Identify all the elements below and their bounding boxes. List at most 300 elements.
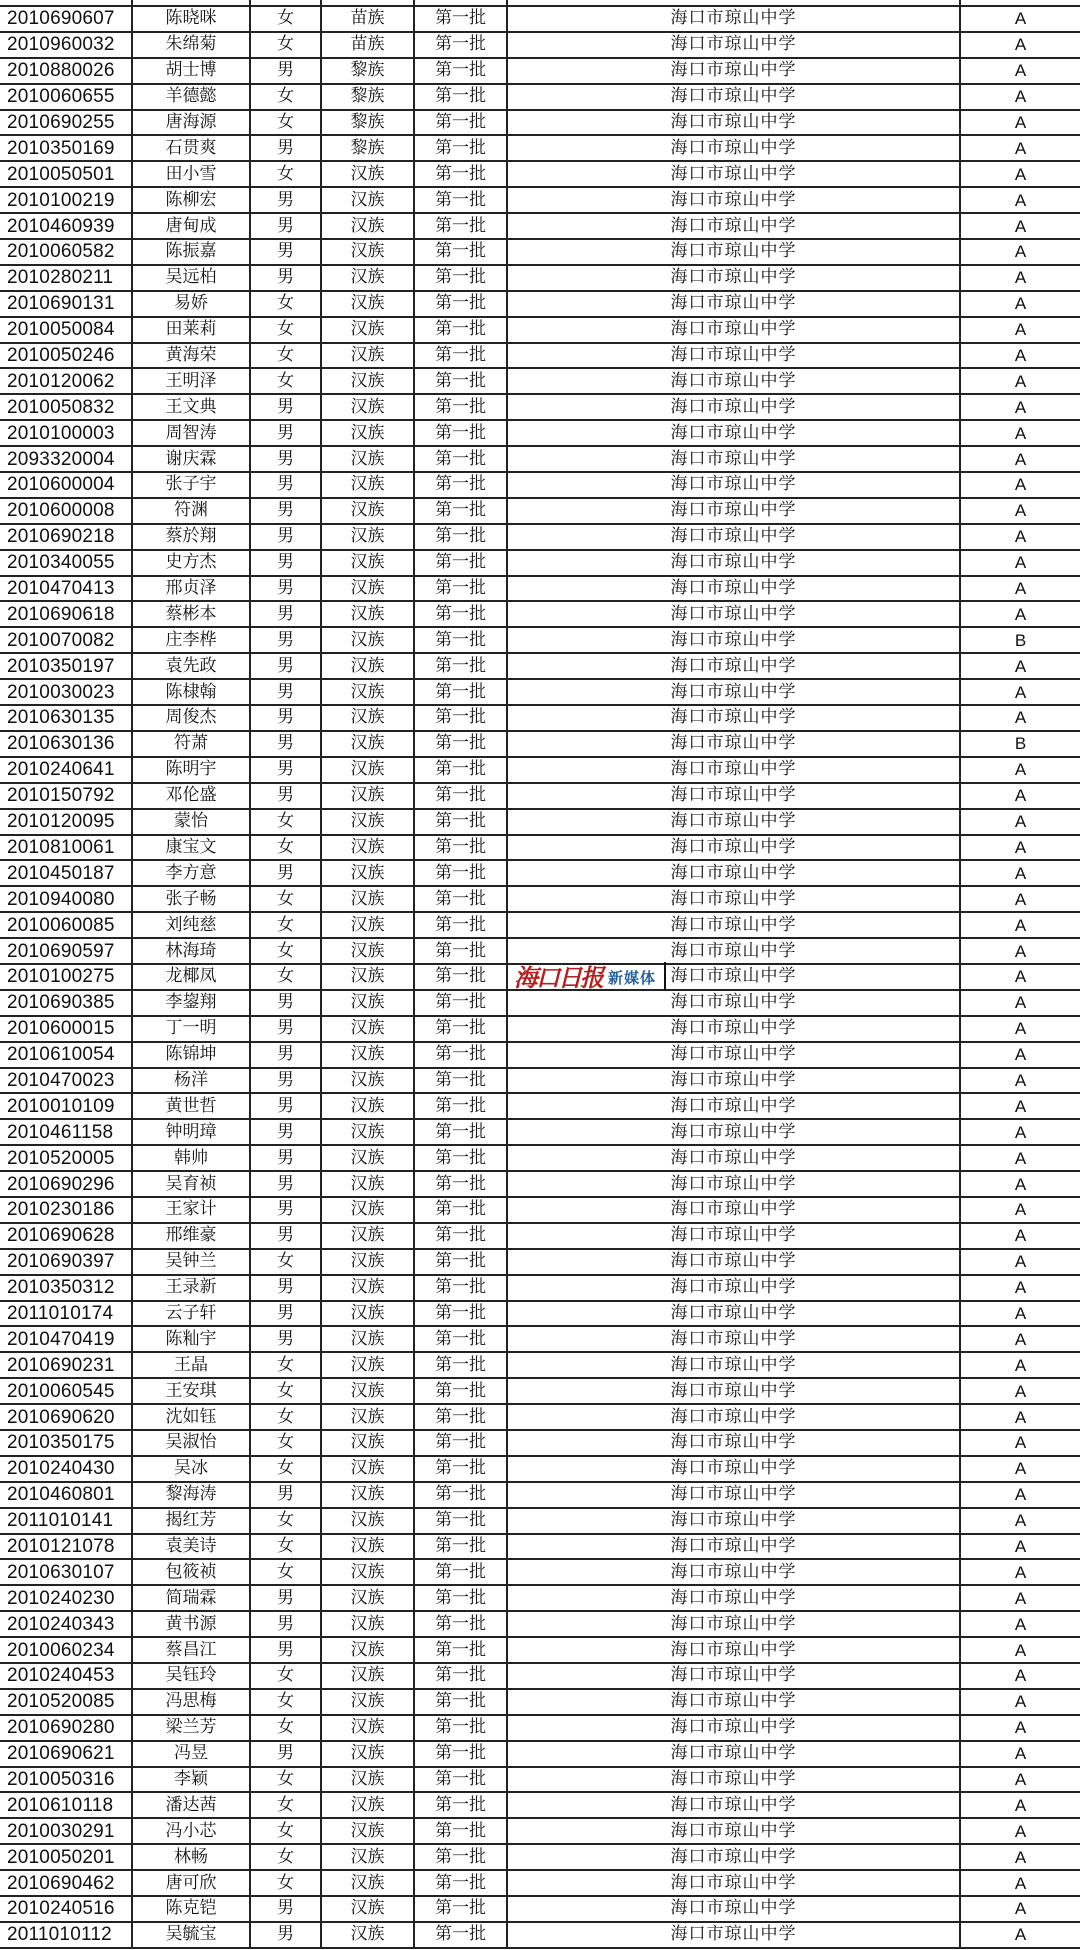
gender-cell: 女 [251,369,322,393]
table-row [0,1535,1080,1561]
table-row [0,1120,1080,1146]
ethnicity-cell: 汉族 [322,1405,415,1429]
table-row [0,577,1080,603]
name-cell: 陈柳宏 [133,188,251,212]
name-cell: 丁一明 [133,1017,251,1041]
batch-cell: 第一批 [415,1069,508,1093]
table-row [0,266,1080,292]
grade-cell: A [1014,346,1027,366]
grade-cell: A [1014,1692,1027,1712]
watermark [514,963,657,992]
name-cell: 冯昱 [133,1742,251,1766]
school-cell: 海口市琼山中学 [508,1276,961,1300]
school-cell: 海口市琼山中学 [508,965,961,989]
batch-cell: 第一批 [415,1172,508,1196]
table-row [0,1353,1080,1379]
batch-cell: 第一批 [415,861,508,885]
table-row [0,499,1080,525]
id-cell: 2010880026 [0,59,133,83]
grade-cell: A [1014,837,1027,857]
id-cell: 2010600004 [0,473,133,497]
table-row [0,706,1080,732]
batch-cell: 第一批 [415,1586,508,1610]
gender-cell: 女 [251,1457,322,1481]
grade-cell: A [1014,1148,1027,1168]
batch-cell: 第一批 [415,1043,508,1067]
batch-cell: 第一批 [415,1405,508,1429]
id-cell: 2010240230 [0,1586,133,1610]
gender-cell: 女 [251,836,322,860]
batch-cell: 第一批 [415,706,508,730]
school-cell: 海口市琼山中学 [508,1457,961,1481]
school-cell: 海口市琼山中学 [508,33,961,57]
ethnicity-cell: 汉族 [322,318,415,342]
gender-cell: 男 [251,266,322,290]
grade-cell: A [1014,579,1027,599]
name-cell: 吴钟兰 [133,1250,251,1274]
ethnicity-cell: 汉族 [322,654,415,678]
ethnicity-cell: 汉族 [322,1094,415,1118]
name-cell: 刘纯慈 [133,913,251,937]
ethnicity-cell: 汉族 [322,913,415,937]
school-cell: 海口市琼山中学 [508,7,961,31]
name-cell: 唐甸成 [133,214,251,238]
id-cell: 2010690131 [0,292,133,316]
school-cell: 海口市琼山中学 [508,1094,961,1118]
id-cell: 2010600008 [0,499,133,523]
table-row [0,136,1080,162]
table-row [0,1198,1080,1224]
school-cell: 海口市琼山中学 [508,602,961,626]
school-cell: 海口市琼山中学 [508,732,961,756]
id-cell: 2010060582 [0,240,133,264]
school-cell: 海口市琼山中学 [508,1120,961,1144]
school-cell: 海口市琼山中学 [508,758,961,782]
id-cell: 2010690397 [0,1250,133,1274]
batch-cell: 第一批 [415,499,508,523]
table-row [0,395,1080,421]
id-cell: 2010460939 [0,214,133,238]
table-row [0,1638,1080,1664]
id-cell: 2010100219 [0,188,133,212]
school-cell: 海口市琼山中学 [508,318,961,342]
table-row [0,861,1080,887]
name-cell: 邢维豪 [133,1224,251,1248]
gender-cell: 男 [251,1043,322,1067]
gender-cell: 男 [251,1146,322,1170]
batch-cell: 第一批 [415,1302,508,1326]
name-cell: 石贯爽 [133,136,251,160]
name-cell: 王文典 [133,395,251,419]
table-row [0,1871,1080,1897]
grade-cell: A [1014,1303,1027,1323]
id-cell: 2093320004 [0,447,133,471]
gender-cell: 女 [251,344,322,368]
school-cell: 海口市琼山中学 [508,991,961,1015]
grade-cell: A [1014,1770,1027,1789]
gender-cell: 男 [251,758,322,782]
batch-cell: 第一批 [415,369,508,393]
ethnicity-cell: 汉族 [322,939,415,963]
grade-cell: A [1014,1536,1027,1556]
school-cell: 海口市琼山中学 [508,1483,961,1507]
table-row [0,1405,1080,1431]
name-cell: 李颖 [133,1768,251,1792]
newspaper-logo: 海口日报 [514,963,602,992]
name-cell: 袁先政 [133,654,251,678]
gender-cell: 女 [251,1845,322,1869]
gender-cell: 男 [251,551,322,575]
batch-cell: 第一批 [415,1431,508,1455]
school-cell: 海口市琼山中学 [508,1405,961,1429]
name-cell: 李鋆翔 [133,991,251,1015]
ethnicity-cell: 汉族 [322,1793,415,1817]
ethnicity-cell: 汉族 [322,1871,415,1895]
ethnicity-cell: 汉族 [322,628,415,652]
school-cell: 海口市琼山中学 [508,59,961,83]
school-cell: 海口市琼山中学 [508,266,961,290]
ethnicity-cell: 汉族 [322,1742,415,1766]
school-cell: 海口市琼山中学 [508,1638,961,1662]
gender-cell: 男 [251,1094,322,1118]
batch-cell: 第一批 [415,1871,508,1895]
batch-cell: 第一批 [415,1483,508,1507]
school-cell: 海口市琼山中学 [508,913,961,937]
id-cell: 2010120095 [0,810,133,834]
school-cell: 海口市琼山中学 [508,551,961,575]
name-cell: 陈锦坤 [133,1043,251,1067]
gender-cell: 男 [251,991,322,1015]
gender-cell: 女 [251,318,322,342]
id-cell: 2010690385 [0,991,133,1015]
id-cell: 2010240453 [0,1664,133,1688]
grade-cell: A [1014,190,1027,210]
grade-cell: A [1014,1355,1027,1375]
gender-cell: 男 [251,1483,322,1507]
table-row [0,318,1080,344]
id-cell: 2010940080 [0,887,133,911]
batch-cell: 第一批 [415,1716,508,1740]
table-row [0,188,1080,214]
school-cell: 海口市琼山中学 [508,1716,961,1740]
gender-cell: 女 [251,1793,322,1817]
id-cell: 2010230186 [0,1198,133,1222]
table-row [0,1819,1080,1845]
id-cell: 2010690255 [0,111,133,135]
name-cell: 康宝文 [133,836,251,860]
batch-cell: 第一批 [415,1120,508,1144]
gender-cell: 男 [251,59,322,83]
batch-cell: 第一批 [415,188,508,212]
id-cell: 2011010174 [0,1302,133,1326]
gender-cell: 女 [251,1431,322,1455]
batch-cell: 第一批 [415,318,508,342]
name-cell: 易娇 [133,292,251,316]
name-cell: 史方杰 [133,551,251,575]
batch-cell: 第一批 [415,1560,508,1584]
name-cell: 吴育祯 [133,1172,251,1196]
school-cell: 海口市琼山中学 [508,473,961,497]
table-row [0,939,1080,965]
id-cell: 2010240516 [0,1897,133,1921]
ethnicity-cell: 汉族 [322,1043,415,1067]
school-cell: 海口市琼山中学 [508,1017,961,1041]
watermark-label: 新媒体 [608,968,657,987]
school-cell: 海口市琼山中学 [508,395,961,419]
ethnicity-cell: 汉族 [322,1431,415,1455]
id-cell: 2010810061 [0,836,133,860]
ethnicity-cell: 汉族 [322,706,415,730]
gender-cell: 男 [251,473,322,497]
school-cell: 海口市琼山中学 [508,680,961,704]
gender-cell: 男 [251,1017,322,1041]
table-row [0,758,1080,784]
gender-cell: 女 [251,292,322,316]
grade-cell: A [1014,449,1027,469]
id-cell: 2010060085 [0,913,133,937]
name-cell: 田小雪 [133,162,251,186]
school-cell: 海口市琼山中学 [508,1431,961,1455]
name-cell: 陈晓咪 [133,7,251,31]
gender-cell: 男 [251,861,322,885]
id-cell: 2010690607 [0,7,133,31]
gender-cell: 男 [251,706,322,730]
grade-cell: A [1014,656,1027,676]
school-cell: 海口市琼山中学 [508,628,961,652]
table-row [0,991,1080,1017]
gender-cell: 女 [251,33,322,57]
batch-cell: 第一批 [415,551,508,575]
table-row [0,1509,1080,1535]
id-cell: 2010060655 [0,85,133,109]
table-row [0,344,1080,370]
table-row [0,810,1080,836]
name-cell: 包筱祯 [133,1560,251,1584]
school-cell: 海口市琼山中学 [508,1664,961,1688]
table-row [0,1897,1080,1923]
gender-cell: 女 [251,1353,322,1377]
id-cell: 2010050501 [0,162,133,186]
id-cell: 2010610118 [0,1793,133,1817]
gender-cell: 女 [251,1716,322,1740]
name-cell: 张子畅 [133,887,251,911]
school-cell: 海口市琼山中学 [508,1819,961,1843]
school-cell: 海口市琼山中学 [508,162,961,186]
id-cell: 2010120062 [0,369,133,393]
table-row [0,836,1080,862]
batch-cell: 第一批 [415,577,508,601]
id-cell: 2010520085 [0,1690,133,1714]
gender-cell: 女 [251,913,322,937]
table-row [0,447,1080,473]
batch-cell: 第一批 [415,1768,508,1792]
gender-cell: 女 [251,1509,322,1533]
ethnicity-cell: 汉族 [322,162,415,186]
grade-cell: A [1014,1614,1027,1634]
table-top-edge [0,0,1080,7]
grade-cell: A [1014,294,1027,314]
batch-cell: 第一批 [415,784,508,808]
id-cell: 2010240343 [0,1612,133,1636]
gender-cell: 男 [251,680,322,704]
batch-cell: 第一批 [415,1638,508,1662]
gender-cell: 男 [251,732,322,756]
grade-cell: B [1014,630,1027,650]
id-cell: 2010630136 [0,732,133,756]
gender-cell: 男 [251,577,322,601]
name-cell: 潘达茜 [133,1793,251,1817]
batch-cell: 第一批 [415,1612,508,1636]
school-cell: 海口市琼山中学 [508,344,961,368]
school-cell: 海口市琼山中学 [508,1509,961,1533]
school-cell: 海口市琼山中学 [508,810,961,834]
table-row [0,1094,1080,1120]
gender-cell: 男 [251,1327,322,1351]
ethnicity-cell: 汉族 [322,1819,415,1843]
ethnicity-cell: 汉族 [322,1716,415,1740]
ethnicity-cell: 汉族 [322,577,415,601]
id-cell: 2010690621 [0,1742,133,1766]
grade-cell: A [1014,423,1027,443]
name-cell: 龙椰凤 [133,965,251,989]
ethnicity-cell: 汉族 [322,1457,415,1481]
table-row [0,369,1080,395]
school-cell: 海口市琼山中学 [508,1897,961,1921]
school-cell: 海口市琼山中学 [508,1353,961,1377]
ethnicity-cell: 汉族 [322,1638,415,1662]
grade-cell: A [1014,35,1027,55]
grade-cell: A [1014,1096,1027,1116]
gender-cell: 男 [251,1742,322,1766]
ethnicity-cell: 汉族 [322,188,415,212]
id-cell: 2010240430 [0,1457,133,1481]
name-cell: 黄海荣 [133,344,251,368]
batch-cell: 第一批 [415,136,508,160]
batch-cell: 第一批 [415,1094,508,1118]
grade-cell: A [1014,371,1027,391]
ethnicity-cell: 汉族 [322,810,415,834]
gender-cell: 男 [251,1069,322,1093]
batch-cell: 第一批 [415,1457,508,1481]
ethnicity-cell: 汉族 [322,1120,415,1144]
ethnicity-cell: 汉族 [322,1224,415,1248]
school-cell: 海口市琼山中学 [508,85,961,109]
grade-cell: A [1014,1200,1027,1220]
table-row [0,1923,1080,1949]
ethnicity-cell: 汉族 [322,680,415,704]
name-cell: 陈棣翰 [133,680,251,704]
name-cell: 吴冰 [133,1457,251,1481]
school-cell: 海口市琼山中学 [508,1742,961,1766]
school-cell: 海口市琼山中学 [508,525,961,549]
gender-cell: 男 [251,525,322,549]
id-cell: 2010280211 [0,266,133,290]
id-cell: 2010690618 [0,602,133,626]
id-cell: 2010350169 [0,136,133,160]
batch-cell: 第一批 [415,654,508,678]
gender-cell: 男 [251,784,322,808]
ethnicity-cell: 苗族 [322,7,415,31]
grade-cell: A [1014,967,1027,987]
grade-cell: A [1014,1459,1027,1479]
name-cell: 简瑞霖 [133,1586,251,1610]
school-cell: 海口市琼山中学 [508,1768,961,1792]
batch-cell: 第一批 [415,1897,508,1921]
gender-cell: 男 [251,499,322,523]
name-cell: 林畅 [133,1845,251,1869]
grade-cell: A [1014,1511,1027,1531]
name-cell: 王晶 [133,1353,251,1377]
school-cell: 海口市琼山中学 [508,706,961,730]
id-cell: 2010630107 [0,1560,133,1584]
table-row [0,1069,1080,1095]
table-row [0,473,1080,499]
batch-cell: 第一批 [415,758,508,782]
id-cell: 2010690620 [0,1405,133,1429]
grade-cell: A [1014,1873,1027,1893]
grade-cell: B [1014,734,1027,754]
name-cell: 王明泽 [133,369,251,393]
batch-cell: 第一批 [415,939,508,963]
id-cell: 2010340055 [0,551,133,575]
batch-cell: 第一批 [415,395,508,419]
school-cell: 海口市琼山中学 [508,861,961,885]
ethnicity-cell: 汉族 [322,965,415,989]
ethnicity-cell: 汉族 [322,1146,415,1170]
school-cell: 海口市琼山中学 [508,1560,961,1584]
ethnicity-cell: 汉族 [322,1535,415,1559]
grade-cell: A [1014,1329,1027,1349]
gender-cell: 男 [251,628,322,652]
batch-cell: 第一批 [415,421,508,445]
gender-cell: 男 [251,240,322,264]
batch-cell: 第一批 [415,1379,508,1403]
grade-cell: A [1014,1795,1027,1815]
ethnicity-cell: 汉族 [322,525,415,549]
gender-cell: 女 [251,1690,322,1714]
name-cell: 谢庆霖 [133,447,251,471]
table-row [0,1431,1080,1457]
batch-cell: 第一批 [415,680,508,704]
grade-cell: A [1014,863,1027,883]
gender-cell: 男 [251,1612,322,1636]
grade-cell: A [1014,941,1027,961]
gender-cell: 女 [251,810,322,834]
batch-cell: 第一批 [415,1923,508,1947]
table-row [0,525,1080,551]
batch-cell: 第一批 [415,33,508,57]
grade-cell: A [1014,61,1027,81]
batch-cell: 第一批 [415,1250,508,1274]
batch-cell: 第一批 [415,344,508,368]
ethnicity-cell: 汉族 [322,836,415,860]
id-cell: 2010450187 [0,861,133,885]
school-cell: 海口市琼山中学 [508,1172,961,1196]
ethnicity-cell: 汉族 [322,1612,415,1636]
school-cell: 海口市琼山中学 [508,577,961,601]
ethnicity-cell: 汉族 [322,1664,415,1688]
name-cell: 陈明宇 [133,758,251,782]
name-cell: 吴远柏 [133,266,251,290]
gender-cell: 男 [251,447,322,471]
name-cell: 周俊杰 [133,706,251,730]
school-cell: 海口市琼山中学 [508,1250,961,1274]
id-cell: 2010690462 [0,1871,133,1895]
name-cell: 邢贞泽 [133,577,251,601]
name-cell: 袁美诗 [133,1535,251,1559]
ethnicity-cell: 汉族 [322,344,415,368]
table-row [0,1146,1080,1172]
